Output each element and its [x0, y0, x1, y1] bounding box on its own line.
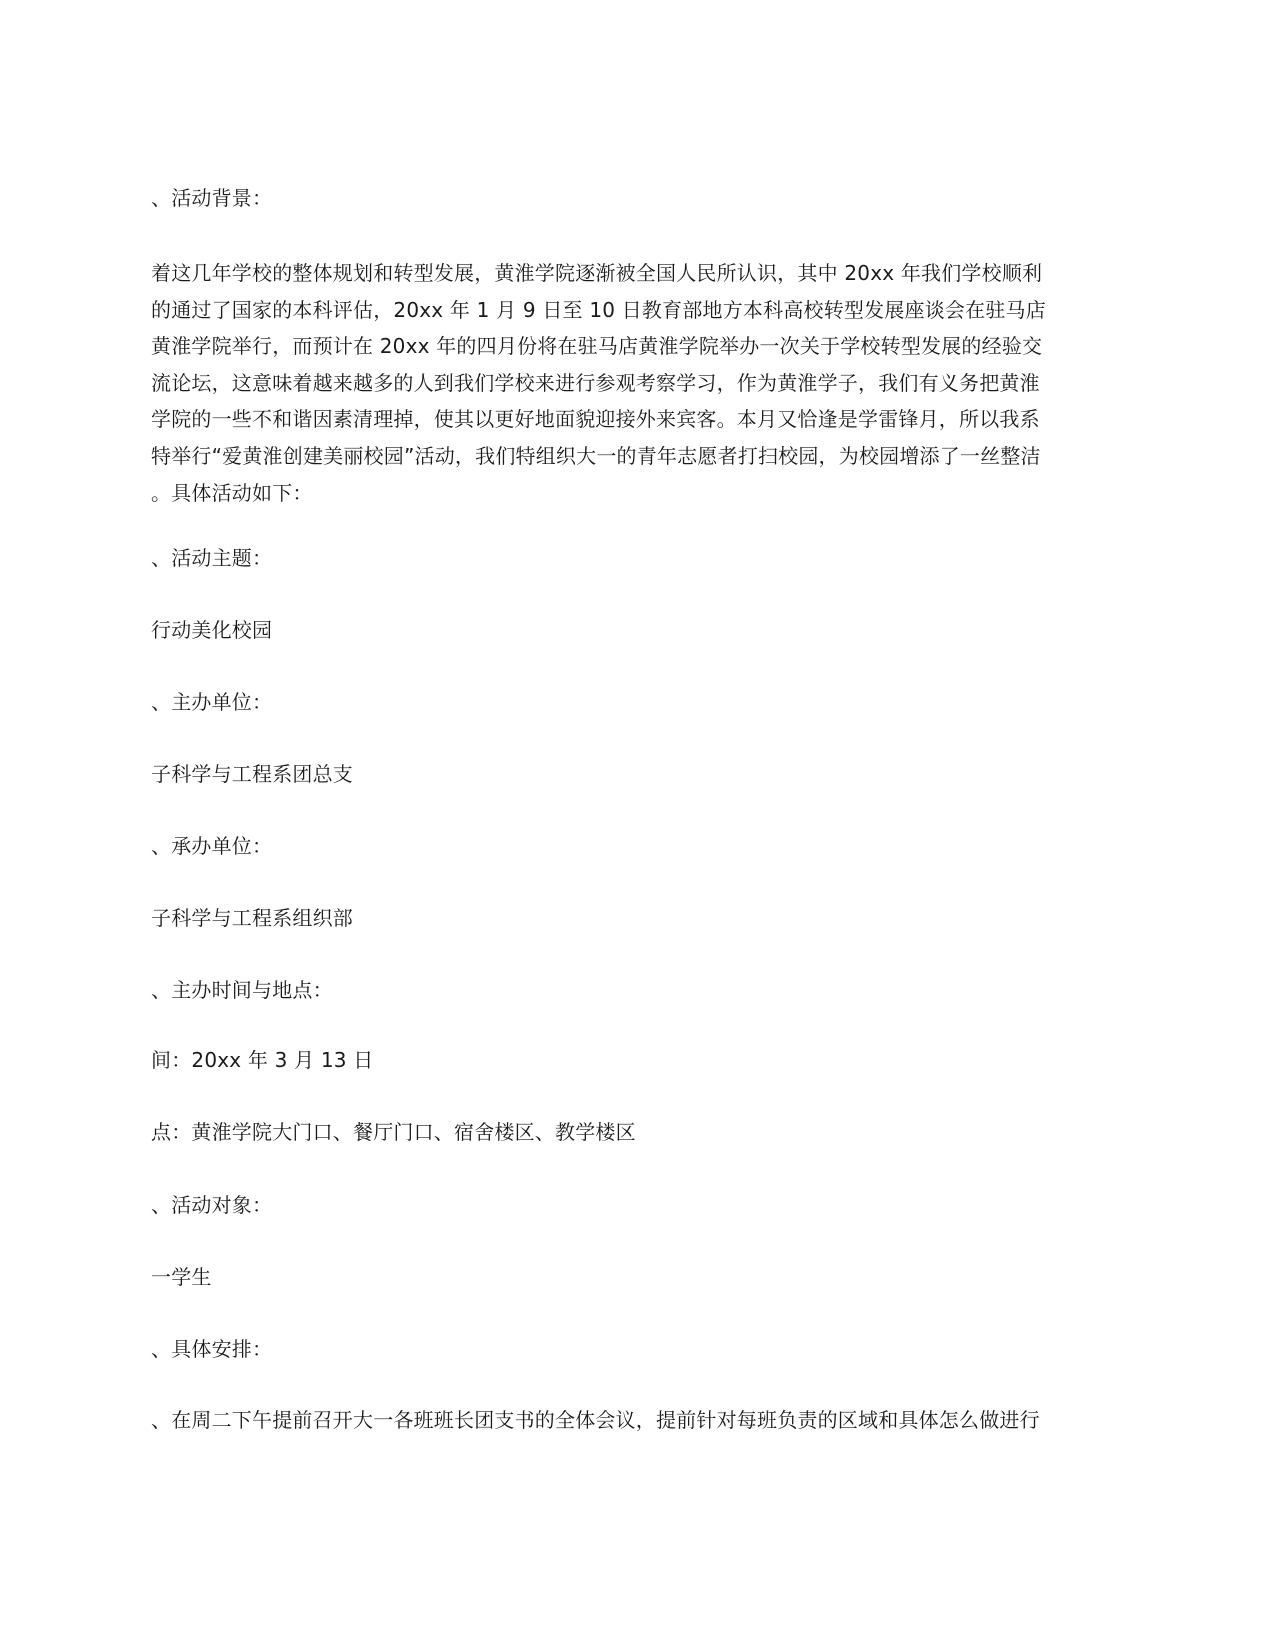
heading-background: 、活动背景： — [151, 186, 273, 210]
heading-theme: 、活动主题： — [151, 546, 273, 570]
theme-text: 行动美化校园 — [151, 618, 273, 642]
arrangement-item-1: 、在周二下午提前召开大一各班班长团支书的全体会议，提前针对每班负责的区域和具体怎么做进行 — [151, 1408, 1040, 1432]
target-text: 一学生 — [151, 1265, 212, 1289]
heading-arrangement: 、具体安排： — [151, 1337, 273, 1361]
background-line: 着这几年学校的整体规划和转型发展，黄淮学院逐渐被全国人民所认识，其中 20xx 年我们学校顺利 — [151, 261, 1043, 285]
heading-time-place: 、主办时间与地点： — [151, 978, 333, 1002]
background-line: 学院的一些不和谐因素清理掉，使其以更好地面貌迎接外来宾客。本月又恰逢是学雷锋月，所以我系 — [151, 407, 1040, 432]
organizer-text: 子科学与工程系组织部 — [151, 906, 353, 930]
place-text: 点：黄淮学院大门口、餐厅门口、宿舍楼区、教学楼区 — [151, 1120, 636, 1144]
background-line: 黄淮学院举行，而预计在 20xx 年的四月份将在驻马店黄淮学院举办一次关于学校转型发展的经验交 — [151, 334, 1043, 359]
background-paragraph — [151, 255, 1141, 511]
heading-organizer: 、承办单位： — [151, 834, 273, 858]
background-line: 。具体活动如下： — [151, 480, 313, 505]
time-text: 间：20xx 年 3 月 13 日 — [151, 1048, 374, 1072]
heading-target: 、活动对象： — [151, 1193, 273, 1217]
background-line: 特举行“爱黄淮创建美丽校园”活动，我们特组织大一的青年志愿者打扫校园，为校园增添了一丝整洁 — [151, 443, 1041, 468]
heading-host: 、主办单位： — [151, 690, 273, 714]
background-line: 的通过了国家的本科评估，20xx 年 1 月 9 日至 10 日教育部地方本科高校转型发展座谈会在驻马店 — [151, 297, 1046, 322]
background-line: 流论坛，这意味着越来越多的人到我们学校来进行参观考察学习，作为黄淮学子，我们有义务把黄淮 — [151, 370, 1040, 395]
host-text: 子科学与工程系团总支 — [151, 762, 353, 786]
